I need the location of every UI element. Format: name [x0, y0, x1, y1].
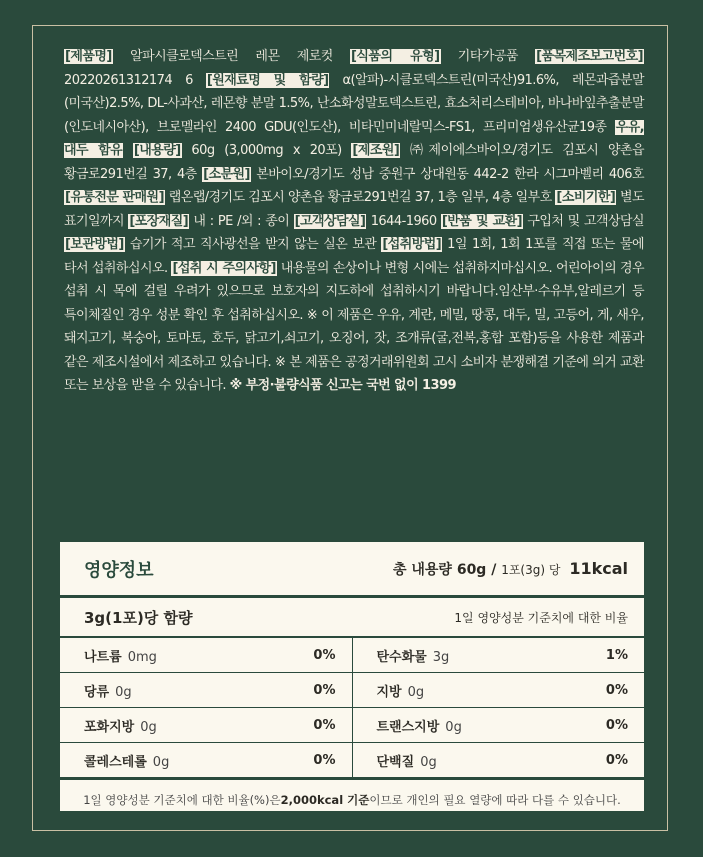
nutrient-name: 탄수화물	[376, 649, 427, 665]
nutrient-name: 나트륨	[84, 649, 122, 665]
nutrient-name: 당류	[84, 684, 110, 700]
field-text: 랩온랩/경기도 김포시 양촌읍 황금로291번길 37, 1층 일부, 4층 일부호	[164, 190, 556, 205]
nutrient-percent: 0%	[605, 717, 628, 733]
per-serving-label: 3g(1포)당 함량	[84, 608, 193, 627]
nutrient-name: 지방	[376, 684, 402, 700]
field-text: 1일 1회, 1회 1포를 직접 또는 물에 타서 섭취하십시오.	[64, 237, 644, 276]
field-text: 알파시클로덱스트린 레몬 제로컷	[112, 49, 351, 64]
serving-label: 1포(3g) 당	[501, 562, 561, 577]
field-text: 별도 표기일까지	[64, 190, 644, 229]
nutrient-name: 콜레스테롤	[84, 754, 147, 770]
footnote-pre: 1일 영양성분 기준치에 대한 비율(%)은	[83, 793, 281, 807]
nutrient-grid	[60, 638, 644, 778]
nutrient-column-right	[353, 638, 645, 778]
nutrient-label	[84, 751, 169, 770]
field-label: [섭취방법]	[382, 237, 442, 252]
nutrient-percent: 0%	[313, 682, 336, 698]
nutrient-row	[60, 673, 352, 708]
report-notice: ※ 부정·불량식품 신고는 국번 없이 1399	[229, 378, 457, 393]
field-label: [제조원]	[352, 143, 400, 158]
nutrient-percent: 0%	[313, 717, 336, 733]
footnote-post: 이므로 개인의 필요 열량에 따라 다를 수 있습니다.	[369, 793, 621, 807]
total-content-label: 총 내용량 60g /	[392, 561, 497, 578]
field-label: [포장재질]	[129, 213, 189, 229]
nutrient-percent: 1%	[605, 647, 628, 663]
field-label: [원재료명 및 함량]	[206, 72, 329, 88]
nutrient-amount: 0g	[445, 719, 462, 735]
nutrition-footnote	[60, 778, 644, 820]
nutrient-label	[84, 716, 157, 735]
nutrient-percent: 0%	[313, 752, 336, 768]
field-text: 본바이오/경기도 성남 중원구 상대원동 442-2 한라 시그마벨리 406호	[250, 166, 644, 182]
field-label: [제품명]	[65, 49, 112, 64]
nutrient-amount: 0g	[407, 684, 425, 700]
field-label: [식품의 유형]	[351, 49, 440, 64]
nutrient-row	[60, 743, 352, 778]
nutrient-percent: 0%	[313, 647, 336, 663]
nutrient-column-left	[60, 638, 353, 778]
footnote-bold: 2,000kcal 기준	[280, 793, 370, 807]
nutrient-label	[84, 681, 132, 700]
field-label: [내용량]	[133, 143, 181, 158]
field-text: 1644-1960	[366, 213, 441, 229]
field-label: [소비기한]	[556, 190, 616, 205]
nutrition-total	[393, 559, 628, 579]
field-label: [반품 및 교환]	[441, 213, 523, 229]
field-label: 우유, 대두 함유	[64, 119, 644, 158]
field-label: [섭취 시 주의사항]	[172, 260, 276, 276]
nutrient-name: 포화지방	[84, 719, 135, 735]
nutrient-row	[353, 743, 645, 778]
nutrient-label	[377, 751, 437, 770]
daily-ratio-label: 1일 영양성분 기준치에 대한 비율	[454, 610, 628, 625]
field-text: 내용물의 손상이나 변형 시에는 섭취하지마십시오. 어린아이의 경우 섭취 시 목에 걸릴 우려가 있으므로 보호자의 지도하에 섭취하시기 바랍니다.임산부·수유부,알레르기 등 특이체질인 경우 성분 확인 후 섭취하십시오. ※ 이 제품은 우유, 계란, 메밀, 땅콩, 대두, 밀, 고등어, 게, 새우, 돼지고기, 복숭아, 토마토, 호두, 닭고기,쇠고기, 오징어, 잣, 조개류(굴,전복,홍합 포함)등을 사용한 제품과 같은 제조시설에서 제조하고 있습니다. ※ 본 제품은 공정거래위원회 고시 소비자 분쟁해결 기준에 의거 교환 또는 보상을 받을 수 있습니다.	[64, 260, 645, 393]
field-text: 구입처 및 고객상담실	[523, 213, 644, 229]
nutrient-row	[353, 708, 645, 743]
nutrient-name: 단백질	[376, 754, 415, 770]
nutrient-label	[84, 646, 157, 665]
nutrient-percent: 0%	[605, 682, 628, 698]
nutrient-amount: 0g	[152, 754, 170, 770]
product-info-text	[64, 45, 644, 398]
nutrient-amount: 3g	[432, 649, 450, 665]
nutrient-amount: 0g	[115, 684, 132, 700]
nutrient-amount: 0mg	[127, 649, 157, 665]
nutrition-title: 영양정보	[84, 559, 154, 581]
nutrient-label	[377, 646, 450, 665]
field-text: 기타가공품	[440, 49, 536, 64]
field-text: ㈜제이에스바이오/경기도 김포시 양촌읍 황금로291번길 37, 4층	[64, 143, 644, 182]
field-label: [보관방법]	[65, 237, 124, 252]
nutrient-amount: 0g	[420, 754, 437, 770]
field-label: [소분원]	[203, 166, 250, 182]
nutrient-row	[353, 638, 645, 673]
nutrient-name: 트랜스지방	[376, 719, 440, 735]
nutrient-label	[377, 681, 425, 700]
field-text: 습기가 적고 직사광선을 받지 않는 실온 보관	[124, 237, 382, 252]
nutrient-row	[353, 673, 645, 708]
field-label: [유통전문 판매원]	[65, 190, 164, 205]
field-text: 20220261312174 6	[64, 72, 206, 88]
field-text: 60g (3,000mg x 20포)	[181, 143, 352, 158]
nutrition-subheader	[60, 598, 644, 638]
nutrient-amount: 0g	[140, 719, 157, 735]
field-text: 내 : PE /외 : 종이	[189, 213, 294, 229]
field-text	[123, 143, 133, 158]
nutrition-header	[60, 542, 644, 598]
nutrient-row	[60, 638, 352, 673]
nutrient-row	[60, 708, 352, 743]
field-label: [고객상담실]	[294, 213, 366, 229]
calories-value: 11kcal	[569, 558, 628, 578]
nutrient-label	[377, 716, 462, 735]
field-text: α(알파)-시클로덱스트린(미국산)91.6%, 레몬과즙분말(미국산)2.5%, DL-사과산, 레몬향 분말 1.5%, 난소화성말토덱스트린, 효소처리스테비아, 바나바잎추출분말(인도네시아산), 브로멜라인 2400 GDU(인도산), 비타민미네랄믹스-FS1, 프리미엄생유산균19종	[64, 72, 644, 135]
field-label: [품목제조보고번호]	[536, 49, 643, 64]
nutrition-facts-panel	[60, 542, 644, 811]
nutrient-percent: 0%	[605, 752, 628, 768]
